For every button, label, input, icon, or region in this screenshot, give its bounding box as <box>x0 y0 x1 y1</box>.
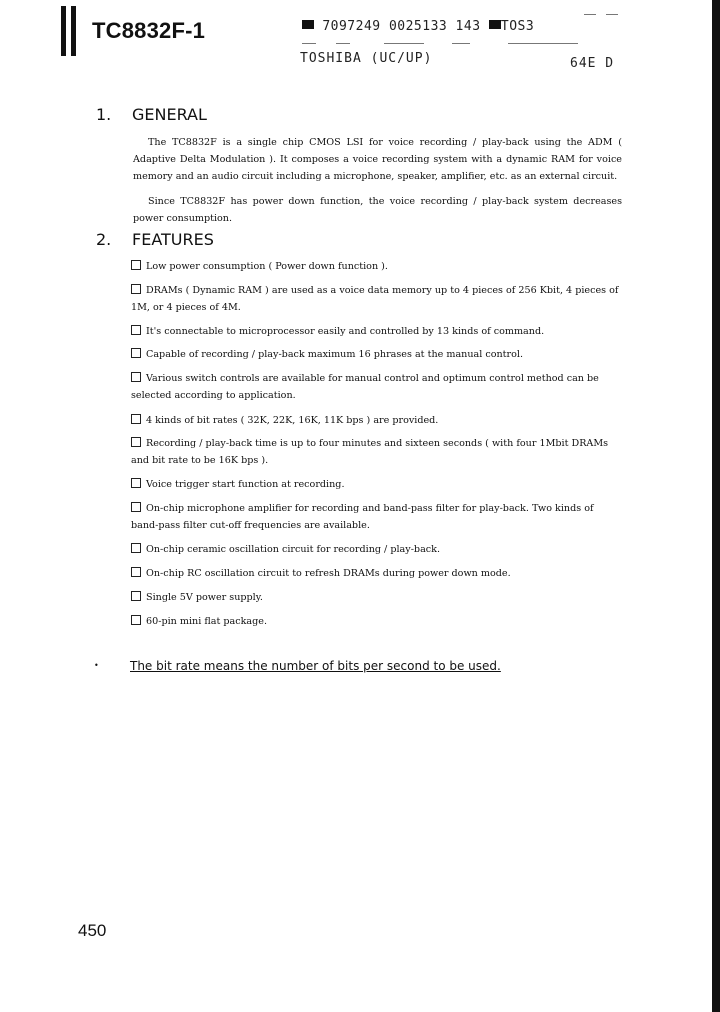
feature-item: Single 5V power supply. <box>131 589 623 606</box>
company-label: TOSHIBA (UC/UP) <box>300 51 433 66</box>
feature-item: Various switch controls are available for manual control and optimum control method can be selected according to application. <box>131 373 599 401</box>
bit-rate-note: The bit rate means the number of bits per second to be used. <box>130 659 501 673</box>
feature-item: DRAMs ( Dynamic RAM ) are used as a voice data memory up to 4 pieces of 256 Kbit, 4 pieces of 1M, or 4 pieces of 4M. <box>131 285 619 313</box>
feature-item: On-chip ceramic oscillation circuit for recording / play-back. <box>131 541 623 558</box>
feature-item: It's connectable to microprocessor easily and controlled by 13 kinds of command. <box>131 323 623 340</box>
checkbox-icon <box>131 325 141 335</box>
section-features-heading: 2. FEATURES <box>96 230 214 249</box>
feature-item: Capable of recording / play-back maximum 16 phrases at the manual control. <box>131 346 623 363</box>
document-code: 64E D <box>570 56 615 71</box>
dash-mark <box>584 14 596 15</box>
general-paragraph-2: Since TC8832F has power down function, the voice recording / play-back system decreases power consumption. <box>133 196 622 224</box>
dash-mark <box>508 43 578 44</box>
feature-item: Recording / play-back time is up to four minutes and sixteen seconds ( with four 1Mbit DRAMs and bit rate to be 16K bps ). <box>131 438 609 466</box>
barcode-line: 7097249 0025133 143 TOS3 <box>302 19 534 34</box>
checkbox-icon <box>131 567 141 577</box>
scan-edge <box>712 0 720 1012</box>
section-general-heading: 1. GENERAL <box>96 105 207 124</box>
barcode-block-icon <box>302 20 314 29</box>
dash-mark <box>336 43 350 44</box>
checkbox-icon <box>131 478 141 488</box>
checkbox-icon <box>131 260 141 270</box>
note-bullet: • <box>94 661 99 670</box>
checkbox-icon <box>131 414 141 424</box>
header-bar-right <box>71 6 76 56</box>
checkbox-icon <box>131 437 141 447</box>
checkbox-icon <box>131 543 141 553</box>
feature-item: Low power consumption ( Power down function ). <box>131 258 623 275</box>
checkbox-icon <box>131 348 141 358</box>
header-bar-left <box>61 6 66 56</box>
general-paragraph-1: The TC8832F is a single chip CMOS LSI for voice recording / play-back using the ADM ( Adaptive Delta Modulation ). It composes a voice recording system with a dynamic RAM for voice memory and an audio circuit including a microphone, speaker, amplifier, etc. as an external circuit. <box>133 137 622 182</box>
dash-mark <box>302 43 316 44</box>
feature-item: 4 kinds of bit rates ( 32K, 22K, 16K, 11K bps ) are provided. <box>131 412 623 429</box>
checkbox-icon <box>131 615 141 625</box>
feature-item: On-chip microphone amplifier for recording and band-pass filter for play-back. Two kinds of band-pass filter cut-off frequencies are available. <box>131 503 594 531</box>
checkbox-icon <box>131 502 141 512</box>
checkbox-icon <box>131 284 141 294</box>
checkbox-icon <box>131 591 141 601</box>
dash-mark <box>384 43 424 44</box>
dash-mark <box>452 43 470 44</box>
checkbox-icon <box>131 372 141 382</box>
feature-item: 60-pin mini flat package. <box>131 613 623 630</box>
page-number: 450 <box>78 921 107 940</box>
dash-mark <box>606 14 618 15</box>
feature-item: Voice trigger start function at recording. <box>131 476 623 493</box>
feature-item: On-chip RC oscillation circuit to refresh DRAMs during power down mode. <box>131 565 623 582</box>
part-number: TC8832F-1 <box>92 18 206 43</box>
barcode-block-icon <box>489 20 501 29</box>
